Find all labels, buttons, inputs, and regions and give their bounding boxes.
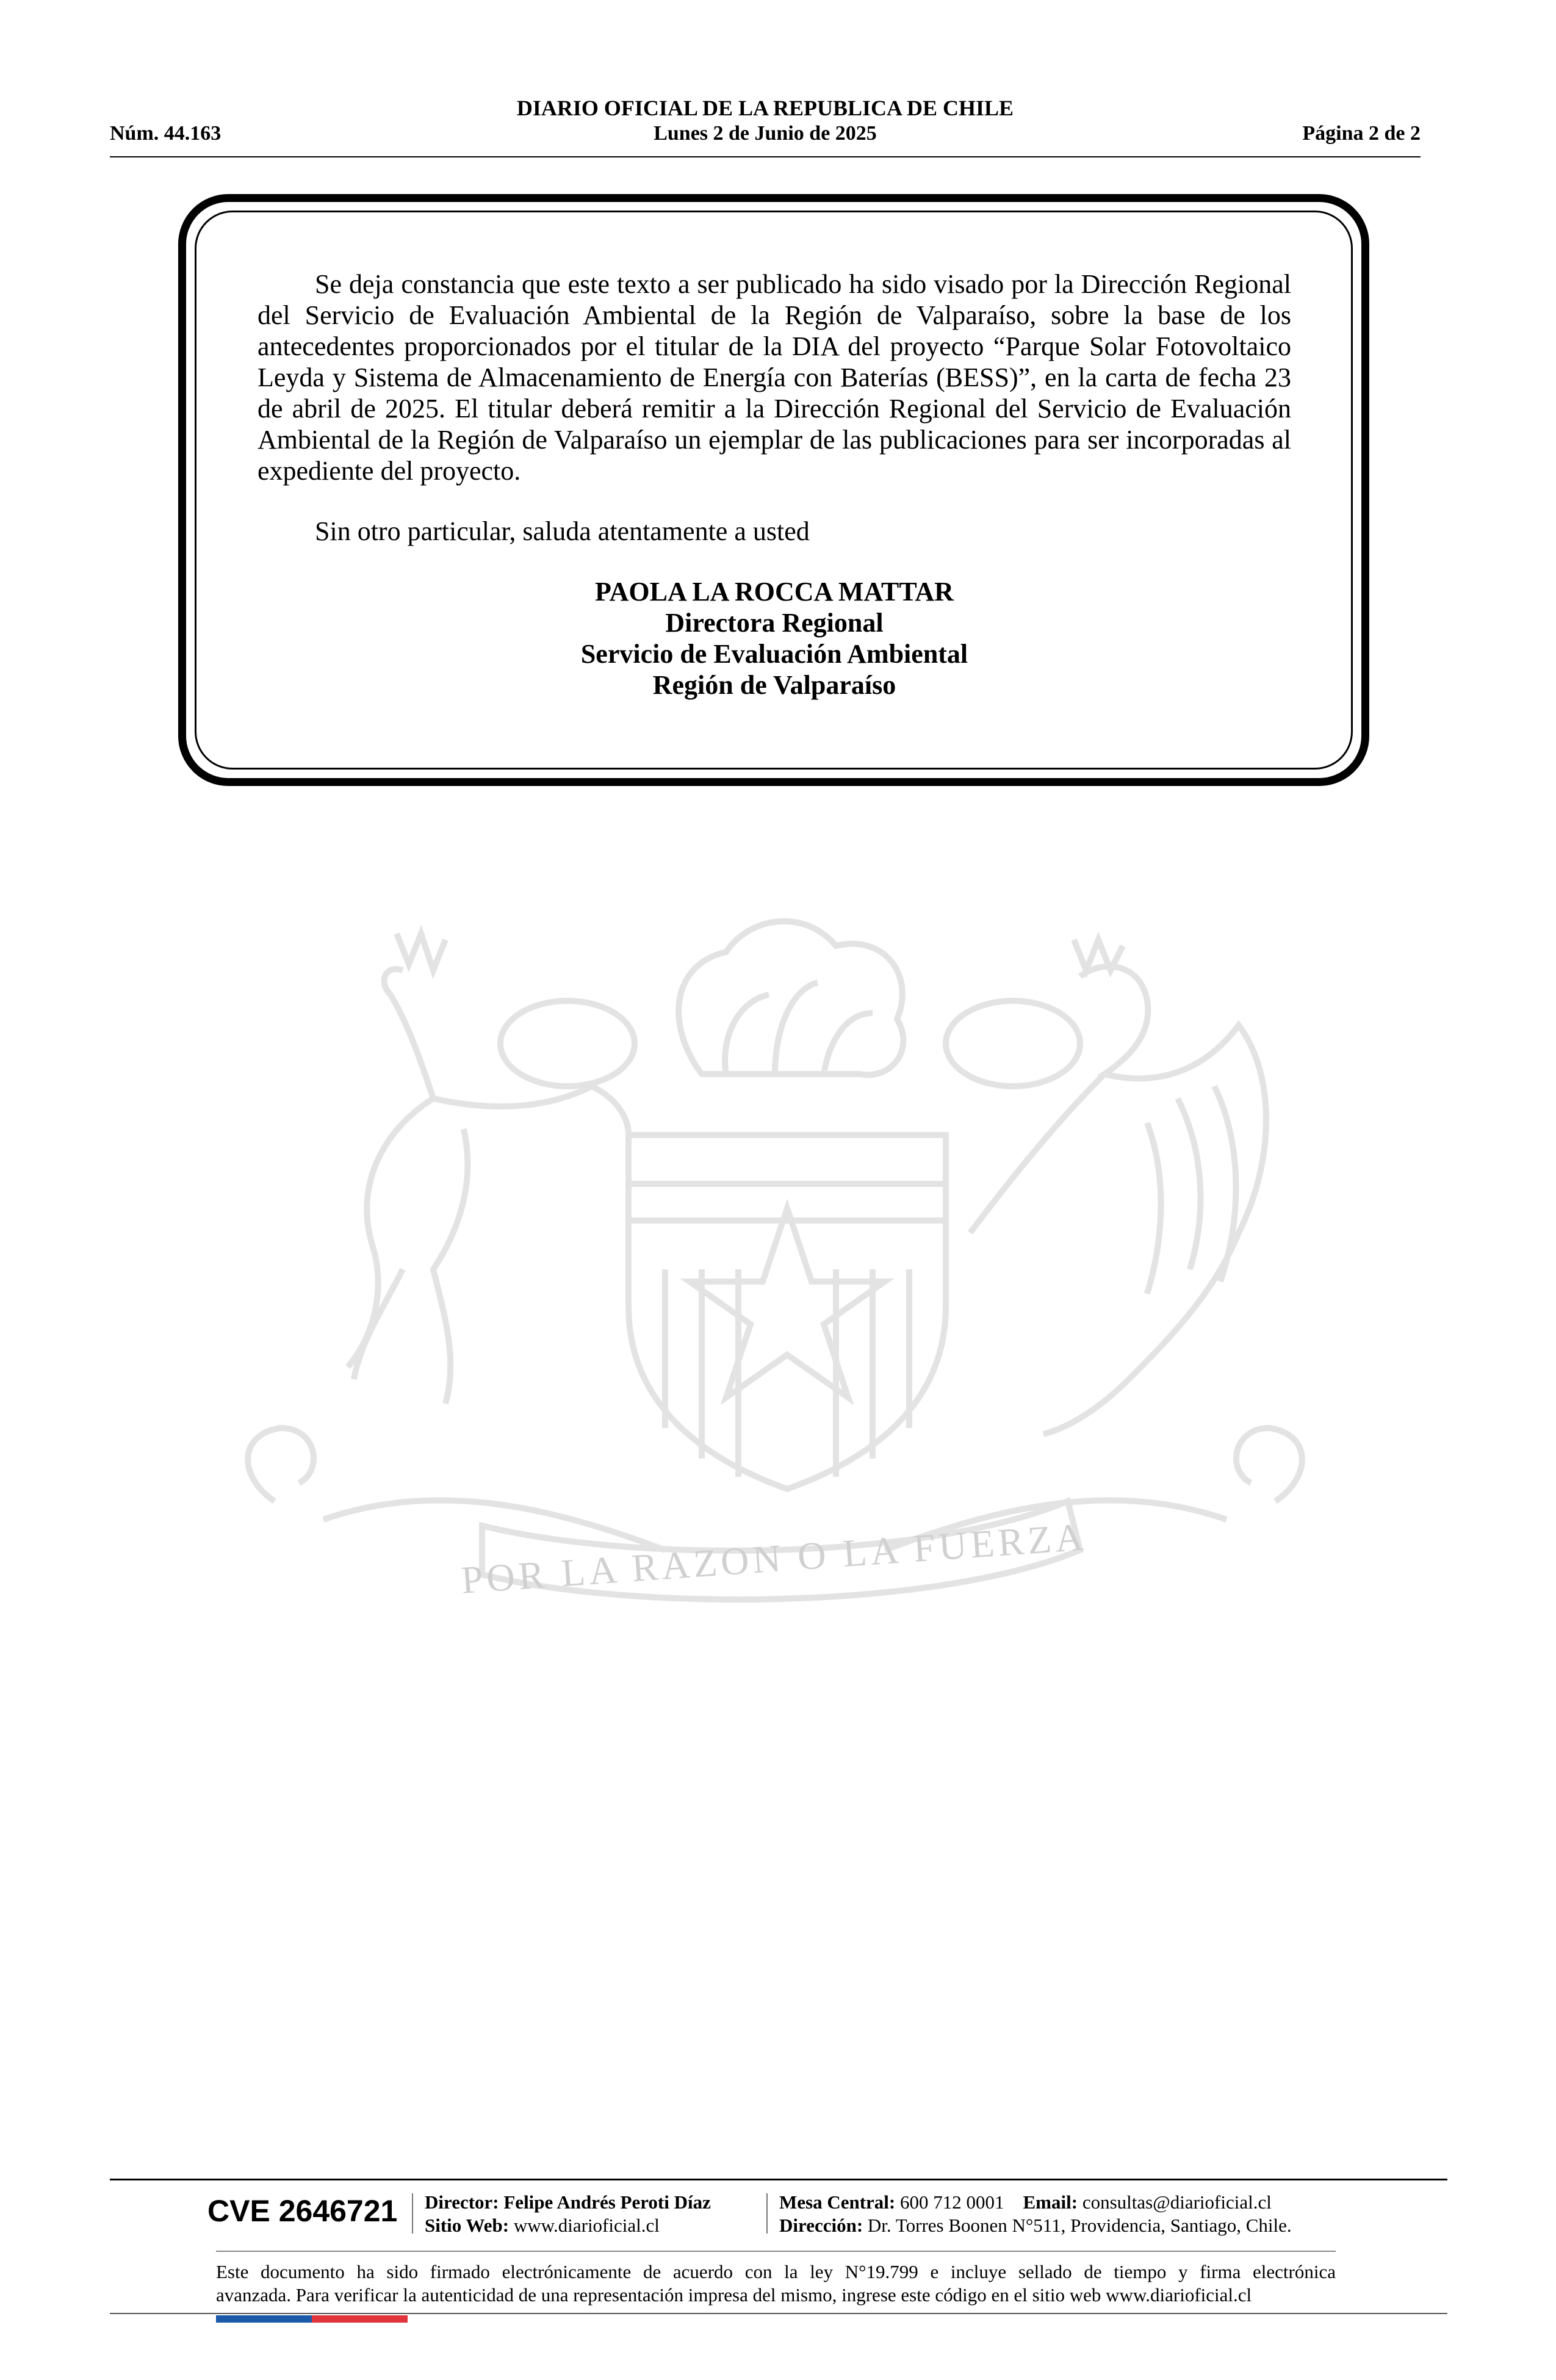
notice-paragraph-1: Se deja constancia que este texto a ser publicado ha sido visado por la Dirección Regional del Servicio de Evaluación Ambiental de la Región de Valparaíso, sobre la base de los antecedentes proporcionados por el titular de la DIA del proyecto “Parque Solar Fotovoltaico Leyda y Sistema de Almacenamiento de Energía con Baterías (BESS)”, en la carta de fecha 23 de abril de 2025. El titular deberá remitir a la Dirección Regional del Servicio de Evaluación Ambiental de la Región de Valparaíso un ejemplar de las publicaciones para ser incorporadas al expediente del proyecto. bbox=[258, 269, 1291, 486]
email-label: Email: bbox=[1023, 2191, 1078, 2213]
page-number: Página 2 de 2 bbox=[1302, 122, 1421, 145]
legal-notice-line-1: Este documento ha sido firmado electrónicamente de acuerdo con la ley N°19.799 e incluye sellado de tiempo y firma electrónica bbox=[216, 2261, 1336, 2282]
signatory-position: Directora Regional bbox=[665, 608, 884, 638]
email-value: consultas@diarioficial.cl bbox=[1082, 2191, 1272, 2213]
notice-body bbox=[258, 269, 1291, 701]
issue-number: Núm. 44.163 bbox=[110, 122, 222, 145]
footer-separator-1 bbox=[412, 2193, 413, 2234]
flag-stripe-red bbox=[312, 2315, 408, 2323]
signature-block bbox=[258, 576, 1291, 701]
footer-director-column bbox=[425, 2191, 711, 2237]
legal-notice bbox=[216, 2260, 1336, 2307]
coat-of-arms-watermark bbox=[201, 842, 1349, 1678]
signatory-region: Región de Valparaíso bbox=[652, 670, 896, 700]
cve-code: CVE 2646721 bbox=[207, 2194, 398, 2228]
footer-divider-bottom bbox=[110, 2313, 1447, 2314]
footer-separator-2 bbox=[766, 2193, 768, 2234]
phone-label: Mesa Central: bbox=[779, 2191, 896, 2213]
footer-divider-top bbox=[110, 2179, 1447, 2180]
director-name: Felipe Andrés Peroti Díaz bbox=[503, 2191, 711, 2213]
issue-date: Lunes 2 de Junio de 2025 bbox=[654, 122, 877, 145]
signatory-name: PAOLA LA ROCCA MATTAR bbox=[595, 577, 954, 607]
coat-of-arms-icon bbox=[201, 842, 1349, 1678]
address-label: Dirección: bbox=[779, 2215, 863, 2236]
legal-notice-line-2: avanzada. Para verificar la autenticidad de una representación impresa del mismo, ingrese este código en el sitio web www.diarioficial.cl bbox=[216, 2284, 1252, 2306]
phone-value: 600 712 0001 bbox=[900, 2191, 1004, 2213]
gazette-title: DIARIO OFICIAL DE LA REPUBLICA DE CHILE bbox=[516, 96, 1014, 120]
website-value: www.diarioficial.cl bbox=[513, 2215, 660, 2236]
website-label: Sitio Web: bbox=[425, 2215, 510, 2236]
director-label: Director: bbox=[425, 2191, 499, 2213]
footer-contact-column bbox=[779, 2191, 1292, 2237]
signatory-institution: Servicio de Evaluación Ambiental bbox=[580, 639, 968, 669]
flag-stripe-blue bbox=[216, 2315, 312, 2323]
footer-divider-middle bbox=[216, 2251, 1336, 2252]
notice-paragraph-2: Sin otro particular, saluda atentamente a usted bbox=[315, 516, 810, 546]
header-divider bbox=[110, 156, 1421, 157]
page-header bbox=[110, 92, 1421, 159]
coat-of-arms-motto: POR LA RAZON O LA FUERZA bbox=[459, 1515, 1089, 1602]
address-value: Dr. Torres Boonen N°511, Providencia, Santiago, Chile. bbox=[867, 2215, 1292, 2236]
